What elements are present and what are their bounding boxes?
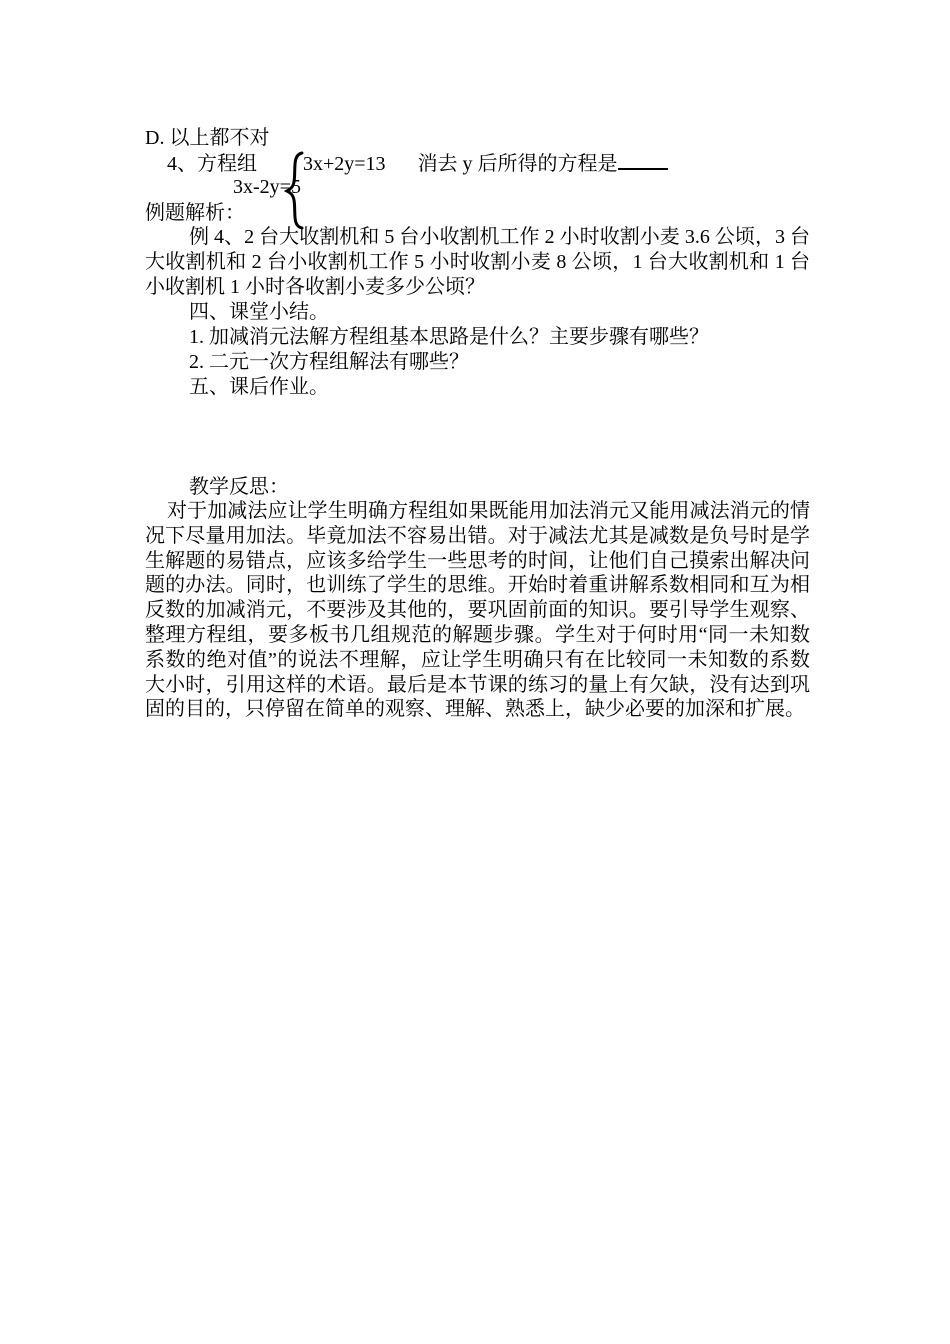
choice-d: D. 以上都不对 [145,127,270,149]
summary-item: 2. 二元一次方程组解法有哪些？ [189,351,469,373]
homework-heading: 五、课后作业。 [189,376,329,398]
summary-heading: 四、课堂小结。 [189,301,329,323]
equation-2: 3x-2y=5 [233,176,301,198]
question-4-prefix: 4、方程组 [167,153,257,175]
question-4-suffix: 消去 y 后所得的方程是 [417,153,618,175]
brace-icon [284,150,308,230]
question-4 [167,150,668,177]
reflection-text: 对于加减法应让学生明确方程组如果既能用加法消元又能用减法消元的情况下尽量用加法。毕竟加法不容易出错。对于减法尤其是减数是负号时是学生解题的易错点，应该多给学生一些思考的时间，让他们自己摸索出解决问题的办法。同时，也训练了学生的思维。开始时着重讲解系数相同和互为相反数的加减消元，不要涉及其他的，要巩固前面的知识。要引导学生观察、整理方程组，要多板书几组规范的解题步骤。学生对于何时用“同一未知数系数的绝对值”的说法不理解，应让学生明确只有在比较同一未知数的系数大小时，引用这样的术语。最后是本节课的练习的量上有欠缺，没有达到巩固的目的，只停留在简单的观察、理解、熟悉上，缺少必要的加深和扩展。 [145,500,810,721]
example-4: 例 4、2 台大收割机和 5 台小收割机工作 2 小时收割小麦 3.6 公顷，3 台大收割机和 2 台小收割机工作 5 小时收割小麦 8 公顷，1 台大收割机和 1 台小收割机 1 小时各收割小麦多少公顷？ [145,226,810,298]
summary-item: 1. 加减消元法解方程组基本思路是什么？主要步骤有哪些？ [189,326,709,348]
reflection-heading: 教学反思： [189,476,289,498]
answer-blank [618,150,668,170]
equation-1: 3x+2y=13 [303,153,386,175]
example-heading: 例题解析： [145,202,245,224]
